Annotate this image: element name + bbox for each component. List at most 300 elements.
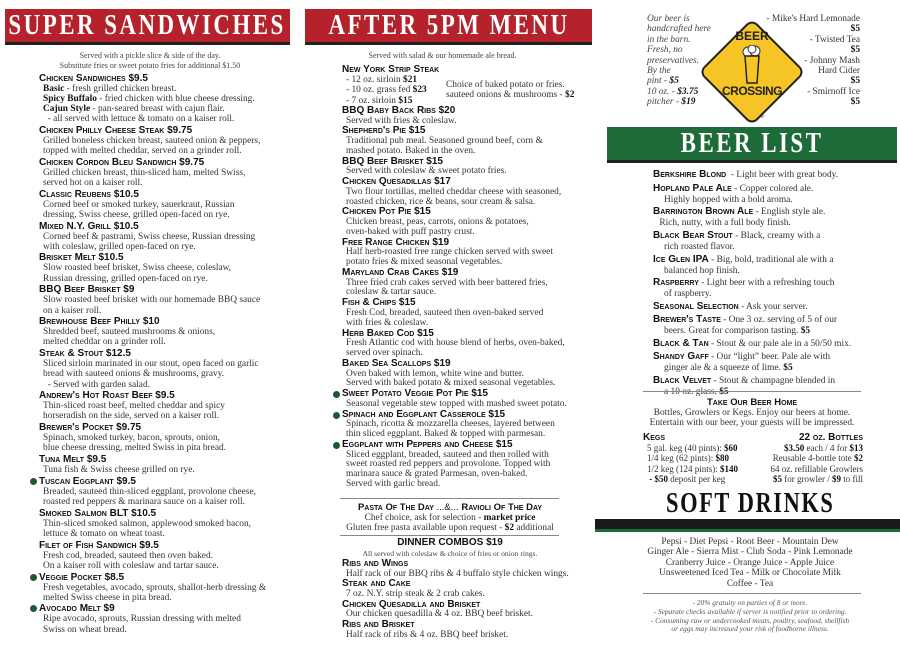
item-name: Sweet Potato Veggie Pot Pie (342, 388, 469, 400)
after5-header (305, 9, 592, 45)
text-segment: lettuce & tomato on wheat toast. (43, 528, 165, 539)
menu-item (653, 169, 851, 181)
divider (643, 593, 861, 594)
text-segment: - Light beer with a refreshing touch (698, 278, 835, 289)
menu-item (39, 125, 266, 156)
text-segment: Slow roasted beef brisket, Swiss cheese, coleslaw, (43, 263, 232, 274)
text-segment: Served with garlic bread. (346, 479, 441, 490)
item-title (342, 126, 567, 137)
text-segment: handcrafted here (647, 24, 711, 35)
menu-item (653, 277, 851, 299)
text-segment: a 10 oz. glass. (657, 387, 720, 398)
text-segment: - 12 oz. sirloin (346, 75, 404, 85)
description-line (39, 497, 266, 507)
text-segment: with fries & coleslaw. (346, 317, 429, 328)
item-name: Chicken Pot Pie (342, 206, 412, 218)
divider (340, 498, 559, 499)
description-line (39, 614, 266, 624)
soft-drinks-title-text: SOFT DRINKS (665, 488, 835, 519)
text-segment: marinara sauce & grated Parmesan, oven-baked. (346, 469, 528, 480)
text-segment: 64 oz. refillable Growlers (770, 463, 863, 474)
text-segment: Corned beef & pastrami, Swiss cheese, Russian dressing (43, 231, 256, 242)
pasta-amp: ...&... (433, 502, 462, 513)
text-segment: preservatives. (647, 55, 699, 66)
item-title (39, 125, 266, 136)
note-price: $2 (565, 90, 575, 101)
item-title: New York Strip Steak (342, 64, 440, 75)
price-text: $9 (832, 474, 841, 485)
description-line (643, 453, 738, 463)
item-price: $9.5 (86, 454, 107, 466)
description-line (653, 363, 851, 373)
text-segment: Rich, nutty, with a full body finish. (657, 218, 791, 229)
menu-item (342, 238, 567, 268)
text-segment: balanced hop finish. (657, 265, 740, 276)
text-segment: coleslaw & tartar sauce. (346, 287, 437, 298)
footer-notes (600, 599, 900, 634)
description-line (653, 266, 851, 276)
text-segment: Spinach, smoked turkey, bacon, sprouts, onion, (43, 433, 220, 444)
text-segment: Thin-sliced smoked salmon, applewood smoked bacon, (43, 518, 252, 529)
description-line (39, 369, 266, 379)
text-segment: blue cheese dressing, melted Swiss in pita bread. (43, 443, 227, 454)
item-price: $10.5 (113, 220, 139, 232)
description-line (39, 465, 266, 475)
footer-note: - 20% gratuity on parties of 8 or more. (692, 598, 808, 607)
item-title (342, 157, 567, 168)
text-segment: Hard Cider (818, 66, 860, 77)
text-segment: Two flour tortillas, melted cheddar cheese with seasoned, (346, 186, 562, 197)
footer-note: - Consuming raw or undercooked meats, poultry, seafood, shellfish (650, 615, 850, 625)
item-title (342, 410, 567, 421)
item-name: Steak and Cake (342, 578, 411, 590)
menu-item (342, 106, 567, 126)
text-segment: - Johnny Mash (804, 55, 860, 66)
soft-drink-line: Pepsi - Diet Pepsi - Root Beer - Mountain Dew (661, 537, 839, 547)
item-price: $10.5 (131, 507, 157, 519)
item-name: BBQ Beef Brisket (39, 284, 121, 296)
divider (340, 535, 559, 536)
gluten-free-price: $2 (504, 523, 515, 534)
text-segment: roasted red peppers & marinara sauce on a kaiser roll. (43, 496, 245, 507)
price-text: $5 (850, 97, 860, 108)
text-segment: with coleslaw, grilled open-faced on rye. (43, 241, 196, 252)
item-name: Ribs and Brisket (342, 619, 415, 631)
item-name: Ice Glen IPA (653, 253, 709, 265)
text-segment: Spinach, ricotta & mozzarella cheeses, layered between (346, 419, 555, 430)
combos-list (342, 559, 569, 641)
text-segment: rich roasted flavor. (657, 242, 735, 252)
text-segment: Grilled chicken breast, thin-sliced ham, melted Swiss, (43, 167, 246, 178)
bottles-title: 22 oz. Bottles (798, 432, 863, 443)
item-name: Eggplant with Peppers and Cheese (342, 439, 494, 451)
menu-item (342, 126, 567, 156)
description-line (39, 327, 266, 337)
item-title (39, 390, 266, 401)
item-name: Raspberry (653, 277, 699, 289)
text-segment: Russian dressing, grilled open-faced on rye. (43, 273, 208, 284)
item-price: $9.5 (155, 390, 175, 402)
description-line (39, 295, 266, 305)
subtitle-line: Substitute fries or sweet potato fries for additional $1.50 (59, 61, 241, 70)
description-line (643, 474, 738, 484)
item-title (39, 508, 266, 519)
price-text: $5 (800, 326, 811, 337)
text-segment: mashed potato. Baked in the oven. (346, 145, 476, 156)
item-title (342, 579, 569, 590)
item-name: Spinach and Eggplant Casserole (342, 408, 486, 420)
item-name: Black Bear Stout (653, 230, 733, 241)
description-line (39, 274, 266, 284)
price-text: $23 (412, 85, 427, 96)
menu-item (39, 572, 266, 603)
description-line (653, 218, 851, 228)
kegs-list (643, 443, 738, 485)
text-segment: Fresh Cod, breaded, sauteed then oven-baked served (346, 307, 544, 318)
soft-drink-line: Coffee - Tea (726, 578, 774, 589)
text-segment: Thin-sliced roast beef, melted cheddar and spicy (43, 401, 225, 412)
price-text: Cajun Style (43, 103, 91, 114)
menu-item (653, 314, 851, 336)
note-line: sauteed onions & mushrooms - (446, 90, 566, 101)
menu-item (653, 183, 851, 205)
price-text: Spicy Buffalo (43, 93, 97, 104)
menu-item (342, 389, 567, 409)
soft-drinks-list (600, 537, 900, 589)
description-line (653, 242, 851, 252)
item-title (342, 440, 567, 451)
combos-subtitle: All served with coleslaw & choice of fries or onion rings. (362, 549, 538, 558)
description-line (760, 76, 860, 86)
text-segment: 1/4 keg (62 pints): (647, 453, 716, 464)
beer-list-title: BEER LIST (680, 127, 824, 159)
text-segment: Served with baked potato & mixed seasonal vegetables. (346, 378, 556, 389)
item-price: $15 (417, 327, 434, 339)
footer-note: - Separate checks available if server is notified prior to ordering. (653, 606, 847, 616)
item-price: $12.5 (105, 348, 131, 360)
pasta-title: Pasta Of The Day (357, 502, 434, 513)
description-line (39, 487, 266, 497)
text-segment: served over spinach. (346, 348, 423, 359)
text-segment: on a kaiser roll. (43, 305, 102, 316)
text-segment: Served with coleslaw & sweet potato fries. (346, 166, 507, 177)
text-segment: in the barn. (647, 34, 691, 45)
text-segment: Highly hopped with a bold aroma. (657, 194, 793, 205)
item-price: $9.75 (116, 422, 142, 434)
item-price: $9.5 (139, 539, 159, 551)
take-home-line: Entertain with our beer, your guests will be impressed. (649, 418, 855, 429)
item-price: $17 (434, 176, 451, 188)
item-price: $20 (438, 105, 456, 116)
text-segment: Shredded beef, sauteed mushrooms & onions, (43, 327, 216, 338)
text-segment: Our chicken quesadilla & 4 oz. BBQ beef brisket. (346, 609, 533, 620)
menu-item (39, 284, 266, 315)
price-text: $13 (849, 443, 863, 453)
item-name: Brewhouse Beef Philly (39, 316, 141, 328)
menu-item (39, 316, 266, 347)
text-segment: bread with sauteed onions & mushrooms, gravy. (43, 369, 225, 380)
menu-item (39, 157, 266, 188)
text-segment: Fresh vegetables, avocado, sprouts, shallot-herb dressing & (43, 582, 267, 593)
text-segment: Fresh, no (647, 45, 683, 56)
text-segment: potato fries & mixed seasonal vegetables. (346, 257, 503, 268)
item-name: Avocado Melt (39, 603, 101, 615)
price-text: $80 (715, 453, 729, 464)
description-line (39, 401, 266, 411)
sandwiches-header (5, 9, 290, 45)
price-text: $140 (720, 463, 738, 474)
price-text: $5 (783, 363, 793, 374)
price-text: - $50 (647, 474, 668, 485)
menu-item (342, 207, 567, 237)
description-line (752, 464, 863, 474)
description-line (653, 326, 851, 336)
item-price: $9 (103, 603, 115, 615)
item-name: Classic Reubens (39, 188, 112, 200)
menu-item (39, 390, 266, 421)
text-segment: Half herb-roasted free range chicken served with sweet (346, 247, 553, 258)
description-line (39, 625, 266, 635)
pasta-price: market price (483, 513, 536, 523)
menu-item (653, 206, 851, 228)
beer-list (653, 168, 851, 398)
menu-item (653, 230, 851, 252)
description-line (342, 85, 439, 95)
steak-item (342, 63, 575, 106)
text-segment: 10 oz. - (647, 86, 678, 97)
menu-item (342, 298, 567, 328)
menu-item (342, 268, 567, 298)
description-line (39, 168, 266, 178)
item-name: Smoked Salmon BLT (39, 507, 129, 519)
text-segment: Our beer is (647, 14, 690, 24)
text-segment: sweet roasted red peppers and provolone. Topped with (346, 459, 551, 470)
item-title (653, 206, 851, 218)
ravioli-title: Ravioli Of The Day (461, 502, 543, 513)
text-segment: - Light beer with great body. (726, 170, 839, 181)
menu-item (39, 508, 266, 539)
item-title (653, 183, 851, 195)
text-segment: 5 gal. keg (40 pints): (647, 443, 724, 453)
item-title (342, 238, 567, 249)
item-name: Tuna Melt (39, 454, 85, 466)
price-text: $21 (403, 75, 418, 85)
menu-item (342, 559, 569, 579)
item-title (342, 177, 567, 188)
registered-mark: ® (760, 114, 765, 120)
after5-list (342, 106, 567, 490)
item-title (342, 268, 567, 279)
item-name: Veggie Pocket (39, 571, 102, 583)
item-price: $10 (142, 316, 160, 328)
item-price: $15 (495, 439, 513, 451)
description-line (39, 583, 266, 593)
other-drinks (760, 14, 860, 108)
item-price: $15 (414, 206, 431, 218)
text-segment: Seasonal vegetable stew topped with mashed sweet potato. (346, 398, 567, 409)
take-home-section (643, 396, 861, 429)
item-title (653, 277, 851, 289)
text-segment: - fresh grilled chicken breast. (64, 83, 177, 94)
item-name: Herb Baked Cod (342, 327, 415, 339)
menu-item (39, 603, 266, 634)
item-price: $15 (408, 125, 426, 137)
price-text: $5 (719, 387, 729, 398)
item-name: Chicken Sandwiches (39, 72, 126, 84)
text-segment: to fill (841, 474, 863, 485)
item-title (39, 476, 266, 487)
text-segment: Slow roasted beef brisket with our homemade BBQ sauce (43, 295, 261, 306)
description-line (39, 178, 266, 188)
item-title (653, 301, 851, 313)
description-line (653, 195, 851, 205)
text-segment: ginger ale & a squeeze of lime. (657, 363, 784, 374)
logo-text-bottom: CROSSING (721, 84, 782, 98)
description-line (39, 84, 266, 94)
price-text: $5 (850, 76, 860, 87)
description-line (760, 14, 860, 24)
menu-item (653, 338, 851, 350)
item-name: Berkshire Blond (653, 169, 727, 181)
item-price: $9.5 (128, 72, 148, 84)
price-text: Basic (43, 83, 65, 94)
text-segment: - fried chicken with blue cheese dressing. (96, 93, 255, 104)
description-line (39, 146, 266, 156)
item-price: $19 (433, 358, 451, 369)
menu-item (39, 540, 266, 571)
text-segment: each / 4 for (804, 443, 850, 453)
text-segment: horseradish on the side, served on a kaiser roll. (43, 411, 219, 422)
item-price: $19 (441, 267, 459, 279)
item-name: Brewer's Pocket (39, 422, 114, 434)
soft-drinks-bar-accent (595, 529, 900, 532)
item-name: Chicken Cordon Bleu Sandwich (39, 156, 177, 168)
text-segment: - Served with garden salad. (43, 379, 150, 390)
text-segment: Half rack of ribs & 4 oz. BBQ beef brisket. (346, 629, 509, 640)
steak-note (446, 80, 574, 101)
text-segment: Fresh cod, breaded, sauteed then oven baked. (43, 550, 213, 561)
price-text: $3.75 (677, 86, 699, 97)
after5-subtitle: Served with salad & our homemade ale bread. (368, 51, 517, 60)
item-price: $9.75 (179, 156, 205, 168)
item-name: Andrew's Hot Roast Beef (39, 390, 153, 402)
item-name: BBQ Baby Back Ribs (342, 105, 436, 116)
item-price: $9.75 (167, 124, 193, 136)
vegetarian-dot-icon (333, 442, 340, 449)
text-segment: - pan-seared breast with cajun flair. (90, 103, 225, 114)
item-price: $19 (432, 236, 450, 248)
menu-item (39, 189, 266, 220)
description-line (39, 263, 266, 273)
description-line (39, 593, 266, 603)
price-text: $15 (398, 95, 413, 106)
text-segment: - Stout & champagne blended in (711, 376, 836, 387)
vegetarian-dot-icon (333, 391, 340, 398)
price-text: $3.50 (784, 443, 805, 453)
menu-item (39, 73, 266, 125)
item-name: Mixed N.Y. Grill (39, 220, 111, 232)
vegetarian-dot-icon (30, 574, 37, 581)
item-name: Free Range Chicken (342, 236, 430, 248)
item-title (342, 389, 567, 400)
text-segment: Ripe avocado, sprouts, Russian dressing with melted (43, 614, 241, 625)
description-line (39, 519, 266, 529)
item-title (39, 73, 266, 84)
item-name: Chicken Quesadillas (342, 176, 432, 188)
price-text: $19 (681, 97, 696, 108)
item-name: Ribs and Wings (342, 558, 409, 569)
price-text: $5 (773, 474, 783, 485)
item-title (653, 169, 851, 181)
item-name: Baked Sea Scallops (342, 358, 432, 369)
item-name: Seasonal Selection (653, 301, 739, 313)
vegetarian-dot-icon (30, 478, 37, 485)
text-segment: - Our “light” beer. Pale ale with (708, 352, 831, 363)
text-segment: - Mike's Hard Lemonade (766, 14, 860, 24)
item-price: $9 (123, 284, 135, 296)
price-text: $2 (854, 453, 863, 464)
text-segment: Reusable 4-bottle tote (772, 453, 854, 464)
price-text: $5 (850, 24, 860, 35)
item-price: $15 (488, 408, 506, 420)
menu-item (39, 454, 266, 475)
item-title (342, 600, 569, 611)
menu-item (39, 348, 266, 390)
text-segment: - Twisted Tea (809, 34, 860, 45)
description-line (39, 411, 266, 421)
menu-item (653, 301, 851, 313)
price-text: $5 (669, 76, 679, 87)
logo-text-top: BEER (735, 29, 769, 43)
text-segment: On a kaiser roll with coleslaw and tartar sauce. (43, 560, 219, 571)
item-name: Barrington Brown Ale (653, 206, 754, 218)
text-segment: 7 oz. N.Y. strip steak & 2 crab cakes. (346, 588, 485, 599)
item-name: Brisket Melt (39, 252, 96, 264)
menu-item (342, 579, 569, 599)
item-name: Shepherd's Pie (342, 125, 407, 137)
text-segment: pitcher - (647, 97, 682, 108)
item-name: Black & Tan (653, 338, 709, 350)
after5-title: AFTER 5PM MENU (327, 9, 570, 41)
description-line (39, 94, 266, 104)
description-line (760, 56, 860, 66)
text-segment: - Smirnoff Ice (807, 86, 860, 97)
soft-drink-line: Unsweetened Iced Tea - Milk or Chocolate Milk (659, 568, 841, 579)
menu-item (342, 359, 567, 389)
item-name: Brewer's Taste (653, 314, 721, 326)
menu-item (39, 422, 266, 453)
text-segment: dressing, Swiss cheese, grilled open-faced on rye. (43, 209, 230, 220)
soft-drinks-title (600, 488, 900, 520)
text-segment: topped with melted cheddar, served on a grinder roll. (43, 146, 242, 157)
bottles-list (752, 443, 863, 485)
take-home-line: Bottles, Growlers or Kegs. Enjoy our beers at home. (653, 408, 851, 418)
menu-item (342, 620, 569, 640)
item-price: $15 (471, 388, 488, 400)
text-segment: Grilled boneless chicken breast, sauteed onion & peppers, (43, 135, 261, 146)
menu-item (342, 410, 567, 440)
item-title (342, 559, 569, 570)
item-price: $9.5 (116, 475, 136, 487)
sandwiches-title: SUPER SANDWICHES (8, 9, 287, 41)
description-line (39, 443, 266, 453)
text-segment: - Copper colored ale. (731, 183, 814, 194)
description-line (752, 443, 863, 453)
text-segment: for growler / (782, 474, 832, 485)
text-segment: - English style ale. (753, 207, 826, 218)
text-segment: Tuna fish & Swiss cheese grilled on rye. (43, 465, 195, 476)
description-line (760, 24, 860, 34)
